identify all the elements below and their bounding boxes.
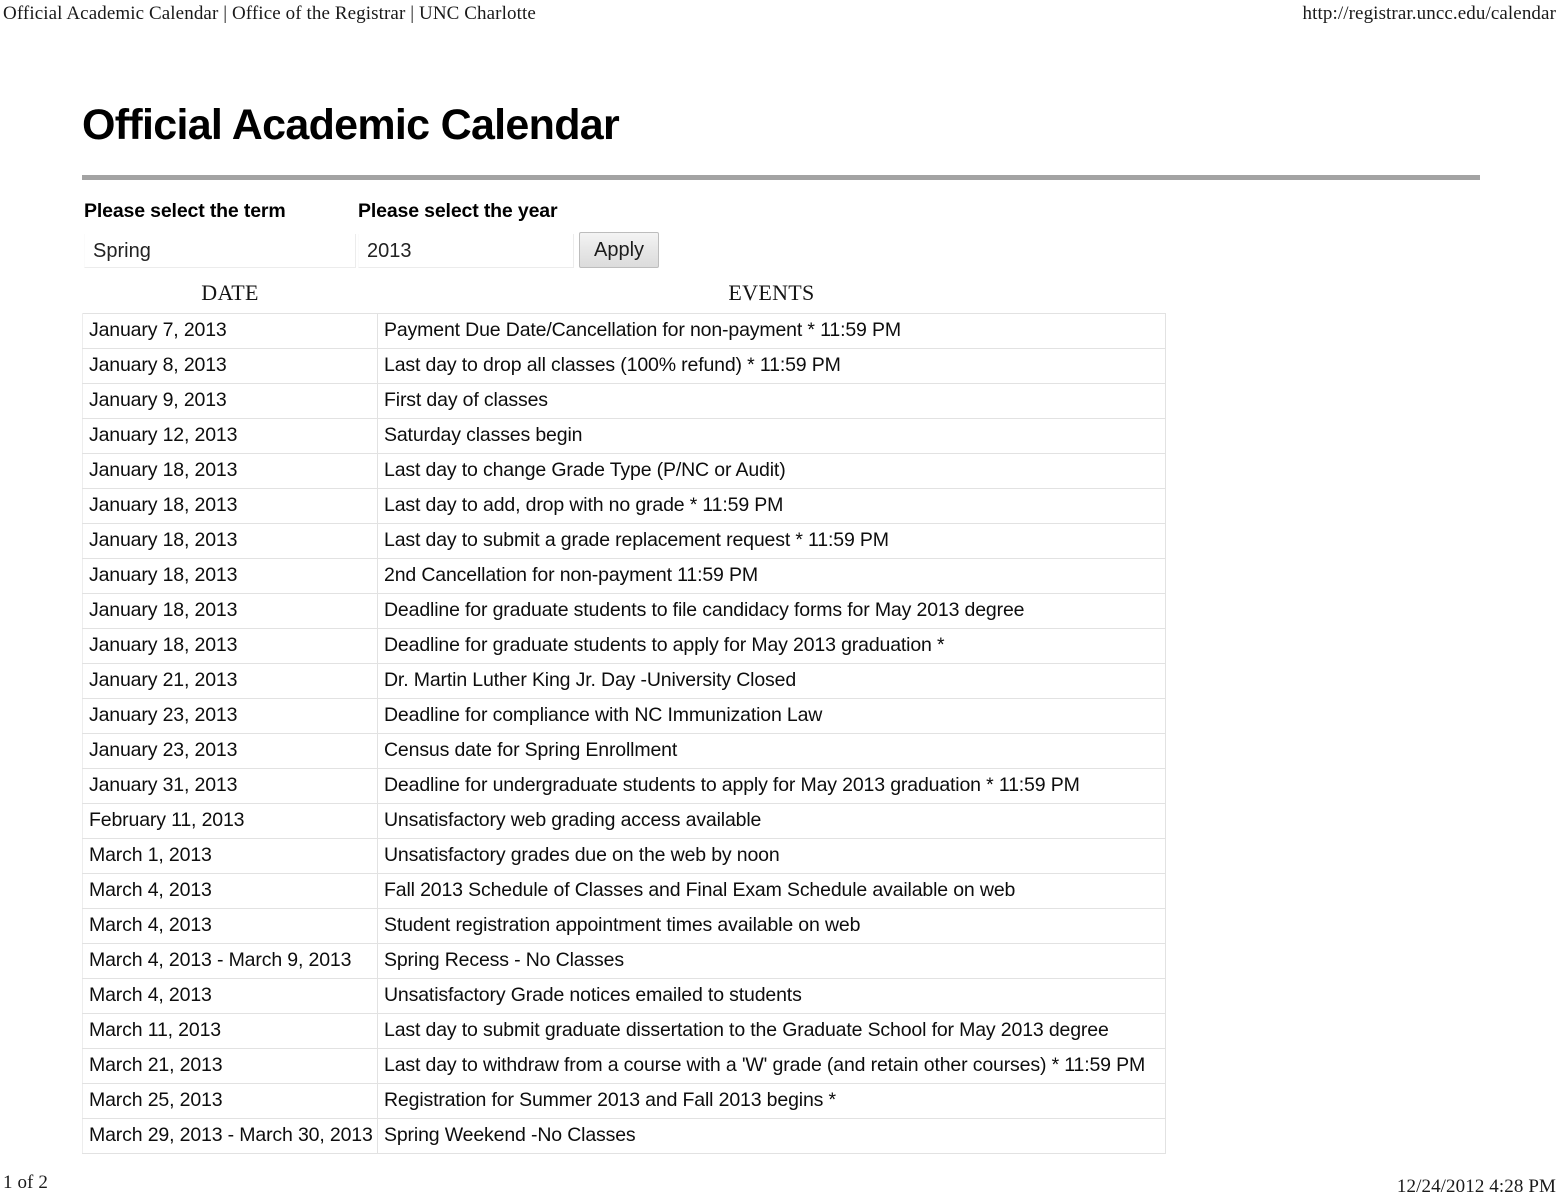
table-row <box>83 629 1166 664</box>
year-label: Please select the year <box>358 200 558 222</box>
cell-event: Spring Weekend -No Classes <box>378 1119 1166 1154</box>
column-header-date: DATE <box>201 280 259 305</box>
table-row <box>83 559 1166 594</box>
title-divider <box>82 175 1480 180</box>
print-header-title: Official Academic Calendar | Office of the Registrar | UNC Charlotte <box>3 3 536 24</box>
cell-date: January 21, 2013 <box>83 664 378 699</box>
year-select[interactable] <box>358 234 574 268</box>
term-select[interactable] <box>84 234 356 268</box>
cell-date: January 18, 2013 <box>83 524 378 559</box>
cell-event: Census date for Spring Enrollment <box>378 734 1166 769</box>
table-row <box>83 489 1166 524</box>
cell-event: Last day to submit graduate dissertation to the Graduate School for May 2013 degree <box>378 1014 1166 1049</box>
table-row <box>83 1014 1166 1049</box>
cell-event: Deadline for graduate students to apply for May 2013 graduation * <box>378 629 1166 664</box>
table-row <box>83 524 1166 559</box>
table-row <box>83 349 1166 384</box>
cell-event: Saturday classes begin <box>378 419 1166 454</box>
cell-event: Unsatisfactory web grading access available <box>378 804 1166 839</box>
cell-date: January 18, 2013 <box>83 594 378 629</box>
cell-date: March 4, 2013 <box>83 979 378 1014</box>
cell-date: January 31, 2013 <box>83 769 378 804</box>
year-field-group <box>358 202 574 268</box>
cell-date: January 7, 2013 <box>83 314 378 349</box>
table-row <box>83 384 1166 419</box>
cell-event: Last day to withdraw from a course with a 'W' grade (and retain other courses) * 11:59 PM <box>378 1049 1166 1084</box>
cell-date: March 25, 2013 <box>83 1084 378 1119</box>
cell-date: March 11, 2013 <box>83 1014 378 1049</box>
cell-event: Last day to add, drop with no grade * 11:59 PM <box>378 489 1166 524</box>
cell-date: January 9, 2013 <box>83 384 378 419</box>
term-field-group <box>84 202 356 268</box>
cell-date: January 18, 2013 <box>83 559 378 594</box>
cell-date: March 4, 2013 - March 9, 2013 <box>83 944 378 979</box>
cell-event: Payment Due Date/Cancellation for non-payment * 11:59 PM <box>378 314 1166 349</box>
table-row <box>83 944 1166 979</box>
table-row <box>83 874 1166 909</box>
table-row <box>83 734 1166 769</box>
page-title: Official Academic Calendar <box>82 101 620 149</box>
cell-date: March 29, 2013 - March 30, 2013 <box>83 1119 378 1154</box>
cell-event: Spring Recess - No Classes <box>378 944 1166 979</box>
cell-event: Last day to change Grade Type (P/NC or Audit) <box>378 454 1166 489</box>
cell-event: Deadline for graduate students to file candidacy forms for May 2013 degree <box>378 594 1166 629</box>
cell-event: Last day to drop all classes (100% refund) * 11:59 PM <box>378 349 1166 384</box>
print-header-url: http://registrar.uncc.edu/calendar <box>1302 3 1556 24</box>
cell-date: January 23, 2013 <box>83 734 378 769</box>
table-row <box>83 839 1166 874</box>
cell-event: 2nd Cancellation for non-payment 11:59 PM <box>378 559 1166 594</box>
cell-date: January 18, 2013 <box>83 629 378 664</box>
table-row <box>83 1084 1166 1119</box>
table-row <box>83 1049 1166 1084</box>
cell-event: Student registration appointment times available on web <box>378 909 1166 944</box>
cell-date: February 11, 2013 <box>83 804 378 839</box>
cell-event: Last day to submit a grade replacement request * 11:59 PM <box>378 524 1166 559</box>
table-row <box>83 594 1166 629</box>
cell-event: First day of classes <box>378 384 1166 419</box>
cell-event: Unsatisfactory grades due on the web by noon <box>378 839 1166 874</box>
table-row <box>83 314 1166 349</box>
cell-date: January 18, 2013 <box>83 454 378 489</box>
page-content <box>82 0 1482 1154</box>
cell-event: Deadline for undergraduate students to apply for May 2013 graduation * 11:59 PM <box>378 769 1166 804</box>
table-row <box>83 909 1166 944</box>
cell-event: Unsatisfactory Grade notices emailed to students <box>378 979 1166 1014</box>
apply-button[interactable]: Apply <box>579 232 659 268</box>
cell-date: January 18, 2013 <box>83 489 378 524</box>
print-footer-timestamp: 12/24/2012 4:28 PM <box>1396 1176 1556 1197</box>
print-footer-page-number: 1 of 2 <box>3 1172 48 1193</box>
table-row <box>83 699 1166 734</box>
cell-event: Registration for Summer 2013 and Fall 2013 begins * <box>378 1084 1166 1119</box>
table-row <box>83 419 1166 454</box>
cell-date: March 1, 2013 <box>83 839 378 874</box>
table-row <box>83 804 1166 839</box>
table-row <box>83 664 1166 699</box>
table-header-row <box>83 278 1166 314</box>
cell-event: Fall 2013 Schedule of Classes and Final Exam Schedule available on web <box>378 874 1166 909</box>
calendar-filter-form <box>82 202 1482 276</box>
table-row <box>83 454 1166 489</box>
table-row <box>83 979 1166 1014</box>
cell-date: March 4, 2013 <box>83 874 378 909</box>
table-row <box>83 1119 1166 1154</box>
cell-date: January 23, 2013 <box>83 699 378 734</box>
cell-event: Deadline for compliance with NC Immunization Law <box>378 699 1166 734</box>
term-label: Please select the term <box>84 200 286 222</box>
academic-calendar-table <box>82 278 1166 1154</box>
cell-date: March 21, 2013 <box>83 1049 378 1084</box>
table-body <box>83 314 1166 1154</box>
table-row <box>83 769 1166 804</box>
cell-date: January 8, 2013 <box>83 349 378 384</box>
cell-date: January 12, 2013 <box>83 419 378 454</box>
cell-date: March 4, 2013 <box>83 909 378 944</box>
column-header-events: EVENTS <box>728 280 815 305</box>
cell-event: Dr. Martin Luther King Jr. Day -University Closed <box>378 664 1166 699</box>
